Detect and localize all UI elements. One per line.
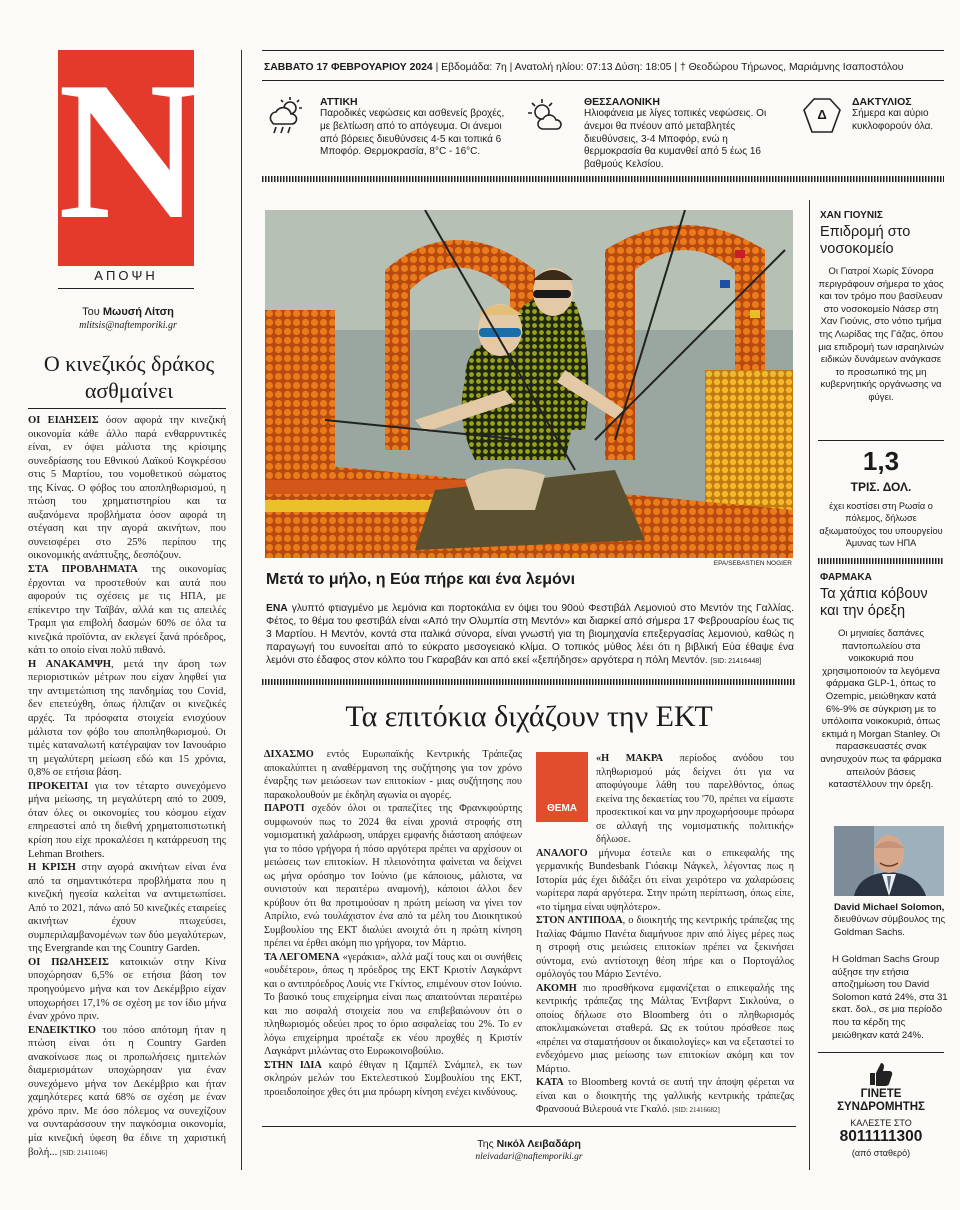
byline-prefix: Του — [82, 306, 100, 318]
date-line: ΣΑΒΒΑΤΟ 17 ΦΕΒΡΟΥΑΡΙΟΥ 2024 | Εβδομάδα: 7η | Ανατολή ηλίου: 07:13 Δύση: 18:05 | † Θεοδώρου Τήρωνος, Μαριάμνης Ισαποστόλου — [264, 62, 904, 73]
caption-lead: ΕΝΑ — [266, 603, 288, 614]
figure-rule — [818, 558, 944, 564]
photo-caption — [266, 602, 794, 668]
ecb-ref: [SID: 21416682] — [672, 1106, 720, 1114]
pharma-kicker: ΦΑΡΜΑΚΑ — [820, 572, 872, 583]
ecb-title: Τα επιτόκια διχάζουν την ΕΚΤ — [345, 700, 713, 733]
opinion-ref: [SID: 21411046] — [59, 1148, 108, 1157]
subscribe-call: ΚΑΛΕΣΤΕ ΣΤΟ — [850, 1118, 912, 1128]
solomon-photo — [834, 826, 944, 896]
ecb-author: Νικόλ Λειβαδάρη — [496, 1138, 581, 1150]
sidebar-divider — [809, 200, 810, 1170]
gaza-rule — [818, 440, 944, 441]
ecb-paragraph: ΣΤΗΝ ΙΔΙΑ καιρό έθιγαν η Ιζαμπέλ Σνάμπελ, εκ των σκληρών μελών του Εκτελεστικού Συμβουλίου της ΕΚΤ, προειδοποίησε χθες ότι μια πρόωρη κίνηση ενέχει κινδύνους. — [264, 1059, 522, 1098]
header-date: ΣΑΒΒΑΤΟ 17 ΦΕΒΡΟΥΑΡΙΟΥ 2024 — [264, 62, 433, 73]
weather-ring — [852, 96, 946, 134]
weather-region: ΘΕΣΣΑΛΟΝΙΚΗ — [584, 96, 660, 108]
sun-cloud-icon — [524, 96, 568, 136]
weather-text: Σήμερα και αύριο κυκλοφορούν όλα. — [852, 108, 934, 132]
subscribe-rule — [818, 1052, 944, 1053]
opinion-title: Ο κινεζικός δράκος ασθμαίνει — [43, 351, 215, 403]
opinion-paragraph: Η ΚΡΙΣΗ στην αγορά ακινήτων είναι ένα από τα σημαντικότερα προβλήματα που η κινεζική ηγεσία καλείται να αντιμετωπίσει. Από το 2021, πάνω από 50 κινεζικές εταιρείες ακινήτων έχουν πτωχεύσει, συμπεριλαμβανομένων των δύο μεγαλύτερων, της Evergrande και της Country Garden. — [28, 862, 227, 955]
section-rule — [58, 288, 194, 289]
weather-region: ΔΑΚΤΥΛΙΟΣ — [852, 96, 912, 108]
ecb-paragraph: ΑΝΑΛΟΓΟ μήνυμα έστειλε και ο επικεφαλής της γερμανικής Bundesbank Γιόακιμ Νάγκελ, λέγοντας πως η Ιστορία μάς έχει διδάξει ότι είναι χειρότερο να χαλαρώσεις νωρίτερα παρά αργότερα. Στην πρώτη περίπτωση, όπως είπε, «το τίμημα είναι υψηλότερο». — [536, 847, 794, 913]
theme-tag-label: ΘΕΜΑ — [547, 803, 577, 814]
subscribe-phone[interactable]: 8011111300 — [839, 1128, 923, 1145]
ecb-byline — [262, 1138, 796, 1150]
logo-block — [58, 41, 201, 266]
header-top-rule — [262, 50, 944, 51]
section-label: ΑΠΟΨΗ — [94, 268, 158, 283]
opinion-paragraph: ΕΝΔΕΙΚΤΙΚΟ του πόσο απότομη ήταν η πτώση είναι ότι η Country Garden ανακοίνωσε πως οι προπωλήσεις ημιτελών διαμερισμάτων υποχώρησαν για έναν συνεχόμενο μήνα τον Δεκέμβριο και ήταν χαμηλότερες κατά 68% σε σχέση με έναν χρόνο πριν. Με όσο πόλεμος να συνεχίζουν να συνταράσσουν την παγκόσμια οικονομία, μία κινεζική ύφεση θα έδινε τη χαριστική βολή... [SID: 21411046] — [28, 1024, 226, 1158]
opinion-byline — [30, 306, 226, 318]
thumbs-up-icon — [866, 1060, 894, 1088]
opinion-author: Μωυσή Λίτση — [102, 306, 174, 318]
column-divider — [241, 50, 242, 1170]
weather-attica — [320, 96, 510, 159]
ring-sign-icon — [802, 96, 842, 136]
weather-text: Παροδικές νεφώσεις και ασθενείς βροχές, με βελτίωση από το απόγευμα. Οι άνεμοι από βόρειες διευθύνσεις 4-5 και τοπικά 6 Μποφόρ. Θερμοκρασία, 8°C - 16°C. — [320, 108, 505, 158]
ring-sign-letter: Δ — [817, 107, 827, 122]
lemon-sculpture-photo — [265, 210, 793, 558]
cloud-sun-rain-icon — [264, 96, 306, 136]
figure-text: έχει κοστίσει στη Ρωσία ο πόλεμος, δήλωσε αξιωματούχος του υπουργείου Άμυνας των ΗΠΑ — [819, 501, 943, 549]
header-sun: Ανατολή ηλίου: 07:13 Δύση: 18:05 — [514, 62, 672, 73]
opinion-paragraph: ΟΙ ΠΩΛΗΣΕΙΣ κατοικιών στην Κίνα υποχώρησαν 6,5% σε ετήσια βάση τον προηγούμενο μήνα και τον Δεκέμβριο είχαν υποχωρήσει 17,1% σε σχέση με τον ίδιο μήνα έναν χρόνο πριν. — [28, 956, 226, 1023]
ecb-top-rule — [262, 679, 796, 685]
subscribe-line1: ΓΙΝΕΤΕ — [860, 1088, 902, 1100]
gaza-title: Επιδρομή στο νοσοκομείο — [820, 224, 911, 257]
opinion-paragraph: Η ΑΝΑΚΑΜΨΗ, μετά την άρση των περιοριστικών μέτρων που είχαν ληφθεί για την αντιμετώπιση της πανδημίας του Covid, δεν επετεύχθη, όπως ήλπιζαν οι κινεζικές αρχές. Τα πρόσφατα στοιχεία ενισχύουν μάλιστα τον φόβο του αποπληθωρισμού. Οι τιμές καταναλωτή κατέγραψαν τον Ιανουάριο τη μεγαλύτερη μείωση εδώ και 15 χρόνια, 0,8% σε ετήσια βάση. — [28, 658, 227, 779]
person-role: διευθύνων σύμβουλος της Goldman Sachs. — [834, 914, 946, 938]
ecb-paragraph: ΠΑΡΟΤΙ σχεδόν όλοι οι τραπεζίτες της Φρανκφούρτης συμφωνούν πως το 2024 θα είναι χρονιά στροφής στη νομισματική χαλάρωση, υπάρχει εμφανής διάσταση απόψεων για το πόσο γρήγορα ή πόσο αργότερα πρέπει να αρχίσουν οι μειώσεις των επιτοκίων. Η πλειονότητα φαίνεται να δείχνει ως μήνα ορόσημο τον Ιούνιο (με κάποιους, μάλιστα, να συνιστούν και περαιτέρω αναμονή), κάποιοι άλλοι δεν κρύβουν ότι θα προτιμούσαν η πρώτη μείωση να γίνει τον Απρίλιο, ενώ τουλάχιστον ένα από τα μέλη του Διοικητικού Συμβουλίου της ΕΚΤ διαλύει ανοιχτά ότι η πρώτη κίνηση πρέπει να έρθει ακόμη πιο γρήγορα, τον Μάρτιο. — [264, 803, 522, 949]
person-name: David Michael Solomon, — [834, 902, 945, 913]
gaza-kicker: ΧΑΝ ΓΙΟΥΝΙΣ — [820, 210, 883, 221]
ecb-paragraph: ΔΙΧΑΣΜΟ εντός Ευρωπαϊκής Κεντρικής Τράπεζας αποκαλύπτει η αναθέρμανση της συζήτησης για τον χρόνο έναρξης των μειώσεων των επιτοκίων - μιας συζήτησης που παρακολουθούν με έκδηλη αγωνία οι αγορές. — [264, 749, 522, 801]
ecb-paragraph: ΚΑΤΑ το Bloomberg κοντά σε αυτή την άποψη φέρεται να είναι και ο διοικητής της γαλλικής κεντρικής τράπεζας Φρανσουά Βιλερουά ντε Γκαλό. [SID: 21416682] — [536, 1077, 794, 1115]
opinion-paragraph: ΠΡΟΚΕΙΤΑΙ για τον τέταρτο συνεχόμενο μήνα μείωσης, τη μεγαλύτερη από το 2009, όταν όλες οι οικονομίες του κόσμου είχαν επηρεαστεί από τη διεθνή χρηματοπιστωτική κρίση που είχε προκαλέσει η κατάρρευση της Lehman Brothers. — [28, 780, 226, 860]
header-date-rule — [262, 80, 944, 81]
weather-text: Ηλιοφάνεια με λίγες τοπικές νεφώσεις. Οι άνεμοι θα πνέουν από μεταβλητές διευθύνσεις, 3-4 Μποφόρ, ενώ η θερμοκρασία θα κυμανθεί από 5 έως 16 βαθμούς Κελσίου. — [584, 108, 767, 171]
opinion-paragraph: ΣΤΑ ΠΡΟΒΛΗΜΑΤΑ της οικονομίας έρχονται να προστεθούν και αυτά που αφορούν τις σχέσεις με τις ΗΠΑ, με επίκεντρο την Ταϊβάν, αλλά και τις απειλές Τραμπ για επιβολή δασμών 60% σε όλα τα κινεζικά προϊόντα, αν εκλεγεί ξανά πρόεδρος, κάτι το οποίο είναι πολύ πιθανό. — [28, 564, 226, 657]
gaza-text: Οι Γιατροί Χωρίς Σύνορα περιγράφουν σήμερα το χάος και τον τρόμο που βασίλευαν στο νοσοκομείο Νάσερ στη Χαν Γιούνις, στο νότιο τμήμα της Λωρίδας της Γάζας, όπου μια επιδρομή των ισραηλινών ειδικών δυνάμεων ανάγκασε το προσωπικό της μη κυβερνητικής οργάνωσης να φύγει. — [818, 266, 944, 403]
logo-n: N — [58, 41, 201, 260]
ecb-paragraph: ΣΤΟΝ ΑΝΤΙΠΟΔΑ, ο διοικητής της κεντρικής τράπεζας της Ιταλίας Φάμπιο Πανέτα διαμήνυσε πριν από λίγες μέρες πως η στροφή στις μειώσεις επιτοκίων πρέπει να ξεκινήσει σύντομα, ενώ αντίστοιχη θέση πήρε και ο Πορτογάλος ομόλογός του Μάριο Σεντένο. — [536, 915, 795, 980]
pharma-text: Οι μηνιαίες δαπάνες παντοπωλείου στα νοικοκυριά που χρησιμοποιούν τα λεγόμενα φάρμακα GLP-1, όπως το Ozempic, μειώθηκαν κατά 6%-9% σε σύγκριση με το υπόλοιπα νοικοκυριά, όπως εκτιμά η Morgan Stanley. Οι παρασκευαστές σνακ ανησυχούν πως τα φάρμακα απειλούν βάσεις καταστέλλουν την όρεξη. — [820, 628, 942, 791]
figure-value: 1,3 — [862, 446, 900, 476]
ecb-paragraph: «Η ΜΑΚΡΑ περίοδος ανόδου του πληθωρισμού μάς δείχνει ότι για να αποφύγουμε λάθη του παρελθόντος, όπως εκείνα της δεκαετίας του '70, πρέπει να είμαστε προσεκτικοί και να μην προχωρήσουμε πρόωρα σε αλλαγή της νομισματικής πολιτικής» δήλωσε. — [596, 753, 795, 845]
subscribe-line2: ΣΥΝΔΡΟΜΗΤΗΣ — [837, 1101, 925, 1113]
header-week: Εβδομάδα: 7η — [441, 62, 507, 73]
subscribe-note: (από σταθερό) — [851, 1148, 911, 1158]
photo-headline: Μετά το μήλο, η Εύα πήρε και ένα λεμόνι — [266, 571, 576, 588]
caption-text: γλυπτό φτιαγμένο με λεμόνια και πορτοκάλια εν όψει του 90ού Φεστιβάλ Λεμονιού στο Μεντόν της Γαλλίας. Φέτος, το θέμα του φεστιβάλ είναι «Από την Ολυμπία στη Μεντόν» και διαρκεί από σήμερα 17 Φεβρουαρίου έως τις 3 Μαρτίου. Η Μεντόν, κοντά στα ιταλικά σύνορα, είναι γνωστή για τη βιομηχανία επεξεργασίας λεμονιού, καθώς η παραγωγή του ευνοείται από το εύκρατο μεσογειακό κλίμα. Ο τοπικός μύθος λέει ότι η βιβλική Εύα έθαψε ένα λεμόνι στο έδαφος στον κόλπο του Γκαραβάν και από εκεί «ξεπήδησε» αργότερα η πόλη Μεντόν. — [266, 603, 794, 666]
caption-ref: [SID: 21416448] — [710, 658, 762, 665]
ecb-col2 — [536, 752, 794, 1118]
opinion-body — [28, 414, 226, 1160]
opinion-paragraph: ΟΙ ΕΙΔΗΣΕΙΣ όσον αφορά την κινεζική οικονομία κάθε άλλο παρά ενθαρρυντικές είναι, εν όψει μάλιστα της κρίσιμης συνεδρίασης του Εθνικού Λαϊκού Κογκρέσου στις 5 Μαρτίου, του νομοθετικού σώματος της Κίνας. Ο φόβος του αποπληθωρισμού, η πτώση του χρηματιστηρίου και τα αυξανόμενα προβλήματα όσον αφορά τη στέγαση και την αγορά ακινήτων, που συνεισφέρει στο 25% περίπου της οικονομικής ανάπτυξης, δεσπόζουν. — [28, 415, 226, 562]
ecb-paragraph: ΤΑ ΛΕΓΟΜΕΝΑ «γεράκια», αλλά μαζί τους και οι συνήθεις «ουδέτεροι», όπως η πρόεδρος της ΕΚΤ Κριστίν Λαγκάρντ και ο αντιπρόεδρος Λουίς ντε Γκίντος, επιμένουν στον Ιούνιο. Το βασικό τους επιχείρημα είναι πως απαιτούνται περαιτέρω και πιο ασφαλή στοιχεία που να επιβεβαιώνουν ότι ο πληθωρισμός οδεύει προς το όριο ασφαλείας του 2%. Το εν λόγω επιχείρημα προέταξε εκ νέου προχθές η Κριστίν Λαγκάρντ μιλώντας στο Ευρωκοινοβούλιο. — [264, 951, 523, 1057]
photo-credit: EPA/SEBASTIEN NOGIER — [713, 560, 792, 567]
figure-unit: ΤΡΙΣ. ΔΟΛ. — [850, 480, 912, 494]
opinion-title-rule — [28, 408, 226, 409]
ecb-byline-prefix: Της — [477, 1138, 494, 1150]
weather-region: ΑΤΤΙΚΗ — [320, 96, 358, 108]
weather-thessaloniki — [584, 96, 780, 172]
ecb-bottom-rule — [262, 1126, 796, 1127]
header-saints: † Θεοδώρου Τήρωνος, Μαριάμνης Ισαποστόλου — [679, 62, 904, 73]
header-dotted-rule — [262, 176, 944, 182]
ecb-col1 — [264, 748, 522, 1099]
pharma-title: Τα χάπια κόβουν και την όρεξη — [820, 586, 928, 619]
person-text: Η Goldman Sachs Group αύξησε την ετήσια αποζημίωση του David Solomon κατά 24%, στα 31 εκατ. δολ., σε μια περίοδο που τα κέρδη της μειώθηκαν κατά 24%. — [832, 954, 948, 1041]
opinion-email: mlitsis@naftemporiki.gr — [79, 320, 177, 331]
ecb-paragraph: ΑΚΟΜΗ πιο προσθήκονα εμφανίζεται ο επικεφαλής της κεντρικής τράπεζας της Μάλτας Έντβαρντ Σικλούνα, ο οποίος δήλωσε στο Bloomberg ότι ο πληθωρισμός αποκλιμακώνεται σταθερά. Ως εκ τούτου πρόσθεσε πως «πρέπει να σταματήσουν οι δικαιολογίες» και να εξεταστεί το ενδεχόμενο μιας μείωσης των επιτοκίων ακόμη και τον Μάρτιο. — [536, 982, 794, 1075]
ecb-email: nleivadari@naftemporiki.gr — [475, 1152, 583, 1162]
